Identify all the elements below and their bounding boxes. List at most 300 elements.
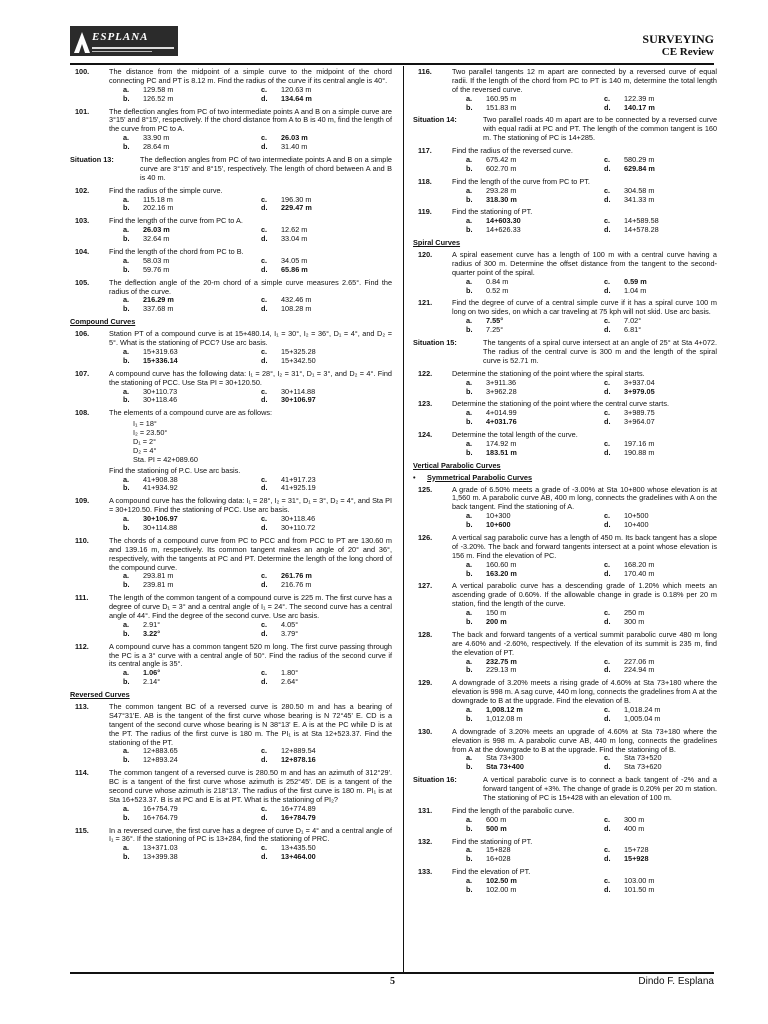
option-letter: c. [261,746,268,756]
question-number: 116. [418,67,432,76]
option-value: 4+031.76 [486,417,517,427]
option-value: 3+979.05 [624,386,655,396]
option-letter: b. [466,568,473,578]
question-text: The length of the common tangent of a compound curve is 225 m. The first curve has a degree of curve D₁ = 3° and a central angle of I₁ = 24°. The second curve has a central angle of 44°. Find the degree of the second curve. Use arc basis. [109,593,392,620]
question-text: A spiral easement curve has a length of 100 m with a central curve having a radius of 300 m. Determine the offset distance from the tangent to the second-quarter point of the spiral. [452,250,717,277]
question-body [109,769,392,822]
question-number: 119. [418,207,432,217]
question-number: 117. [418,146,432,156]
answer-options [452,409,717,427]
option-value: 41+917.23 [281,474,316,484]
question-number: 108. [75,408,90,418]
question-text: Find the radius of the simple curve. [109,185,223,195]
option-letter: c. [261,571,268,581]
question-item [70,594,392,638]
option-letter: d. [261,755,268,765]
option-letter: a. [123,133,130,143]
answer-options [452,187,717,205]
option-letter: d. [604,285,611,295]
option-value: 103.00 m [624,876,655,886]
option-letter: d. [261,234,268,244]
option-value: 108.28 m [281,304,312,314]
question-text: The tangents of a spiral curve intersect at an angle of 25° at Sta 4+072. The radius of the central curve is 300 m and the length of the spiral curve is 52.71 m. [483,338,717,365]
option-value: 3+911.36 [486,377,517,387]
option-value: 197.16 m [624,438,655,448]
option-letter: a. [123,514,130,524]
option-letter: a. [123,803,130,813]
option-letter: a. [466,276,473,286]
question-text: Determine the stationing of the point where the spiral starts. [452,368,645,378]
option-letter: c. [604,559,611,569]
option-value: 2.91° [143,619,161,629]
option-value: 1,008.12 m [486,705,523,714]
given-line: D₂ = 4° [133,445,157,455]
question-item [70,643,392,687]
question-text: Find the elevation of PT. [452,867,531,877]
option-letter: d. [604,616,611,626]
option-letter: d. [261,628,268,638]
answer-options [109,134,392,152]
question-body [452,299,717,335]
answer-options [452,877,717,895]
question-number: 131. [418,805,433,815]
option-value: 12.62 m [281,225,308,235]
question-body [483,116,717,143]
option-letter: d. [261,264,268,274]
question-item [413,486,717,530]
answer-options [452,609,717,627]
option-letter: c. [604,377,611,387]
option-letter: b. [123,580,130,590]
option-value: 170.40 m [624,568,655,578]
option-value: 3+962.28 [486,386,517,396]
option-value: 229.13 m [486,665,517,675]
option-letter: b. [123,93,130,103]
option-letter: a. [123,225,130,235]
option-letter: b. [466,665,473,675]
option-letter: a. [123,746,130,756]
option-value: 4.05° [281,619,299,629]
question-item [413,631,717,675]
option-letter: d. [604,225,611,235]
option-letter: d. [604,665,611,675]
option-value: 1.06° [143,668,161,678]
option-value: 239.81 m [143,580,174,590]
question-item [413,838,717,865]
question-text: Two parallel roads 40 m apart are to be connected by a reversed curve with equal radii at PC and PT. The length of the common tangent is 160 m. The stationing of PC is 14+285. [483,115,717,143]
question-item [413,147,717,174]
question-body [452,631,717,675]
question-body [452,178,717,205]
question-body [483,776,717,803]
question-body [109,703,392,765]
answer-options [109,196,392,214]
option-letter: d. [604,102,611,112]
option-letter: d. [604,568,611,578]
given-line: D₁ = 2° [133,436,157,446]
option-letter: d. [604,762,611,772]
option-letter: c. [604,511,611,521]
question-text: A downgrade of 3.20% meets an upgrade of 4.60% at Sta 73+180 where the elevation is 998 m. A parabolic curve AB, 440 m long, connects the gradelines from A at the downgrade to B at the upgrade. Find the stationing of B. [452,726,717,754]
option-letter: d. [261,203,268,213]
question-number: 125. [418,484,433,494]
option-letter: b. [466,713,473,723]
question-item [70,217,392,244]
option-value: 1,005.04 m [624,713,661,723]
option-value: 101.50 m [624,885,655,895]
answer-options [452,754,717,772]
answer-options [452,706,717,724]
situation [413,339,717,366]
question-body [452,68,717,112]
question-text: A vertical parabolic curve is to connect a back tangent of -2% and a forward tangent of +3%. The change of grade is 0.20% per 20 m station. The stationing of PC is 15+428 with an elevation of 100 m. [483,775,717,803]
option-letter: b. [466,885,473,895]
question-item [70,330,392,366]
option-letter: c. [261,803,268,813]
section-heading: Reversed Curves [70,690,130,700]
answer-options [109,572,392,590]
option-value: 400 m [624,823,645,833]
question-number: 102. [75,185,90,195]
subsection-heading [413,474,717,483]
option-value: 250 m [624,608,645,618]
option-letter: a. [466,814,473,824]
situation-label: Situation 16: [413,775,457,785]
option-value: Sta 73+620 [624,762,662,772]
question-body [452,868,717,895]
option-letter: d. [261,580,268,590]
question-number: 113. [75,702,89,711]
option-value: 140.17 m [624,102,655,112]
question-text: A compound curve has a common tangent 520 m long. The first curve passing through the PC is a 3° curve with a central angle of 50°. Find the radius of the second curve if its central angle is 35°. [109,641,392,669]
option-value: 500 m [486,823,507,833]
question-text: Determine the stationing of the point where the central curve starts. [452,399,669,409]
option-letter: c. [604,93,611,103]
option-value: 33.04 m [281,234,308,244]
question-body [452,251,717,295]
option-value: 160.60 m [486,559,517,569]
option-value: 16+028 [486,854,511,864]
option-value: 30+110.73 [143,386,178,396]
option-value: 26.03 m [143,225,170,235]
question-item [413,208,717,235]
question-body [452,728,717,772]
option-letter: b. [466,386,473,396]
option-value: 196.30 m [281,194,312,204]
answer-options [109,515,392,533]
question-item [413,807,717,834]
option-letter: c. [261,668,268,678]
option-letter: c. [604,705,611,714]
option-value: 0.59 m [624,276,647,286]
question-number: 104. [75,247,90,257]
question-body [452,807,717,834]
option-value: 14+578.28 [624,225,659,235]
option-value: 14+626.33 [486,225,521,235]
option-letter: c. [604,155,611,165]
question-body [109,330,392,366]
option-letter: b. [466,762,473,772]
answer-options [452,816,717,834]
answer-options [109,86,392,104]
question-body [109,594,392,638]
option-value: 16+784.79 [281,812,316,822]
option-letter: c. [261,843,268,853]
option-value: 30+114.88 [143,522,178,532]
question-text: The common tangent BC of a reversed curve is 280.50 m and has a bearing of S47°31'E. AB is the tangent of the first curve whose bearing is N 72°45' E. CD is a tangent of the second curve whose bearing is N 38°13' E. A is at the PC while D is at the PT. The radius of the first curve is 180 m. The PI₁ is at Sta 12+523.37. Find the stationing of the PT. [109,702,392,747]
option-letter: a. [123,386,130,396]
question-number: 127. [418,581,433,591]
question-number: 120. [418,250,433,260]
option-value: 261.76 m [281,571,312,581]
answer-options [452,278,717,296]
option-letter: b. [466,225,473,235]
option-value: 163.20 m [486,568,517,578]
option-value: 16+764.79 [143,812,178,822]
option-value: Sta 73+400 [486,762,524,772]
option-letter: b. [123,522,130,532]
option-letter: c. [261,346,268,356]
question-item [70,769,392,822]
option-letter: b. [123,677,130,687]
option-value: 31.40 m [281,142,308,152]
option-letter: c. [604,216,611,226]
question-number: 101. [75,106,90,116]
option-letter: d. [604,386,611,396]
section-heading: Spiral Curves [413,238,461,248]
option-value: 30+114.88 [281,386,316,396]
option-letter: b. [466,854,473,864]
option-value: 300 m [624,616,645,626]
option-value: 10+300 [486,511,511,521]
option-value: 7.25° [486,325,504,335]
question-text: The deflection angles from PC of two intermediate points A and B on a simple curve are 3°15' and 8°15', respectively. If the chord distance from A to B is 40 m, find the length of the curve from PC to A. [109,106,392,134]
question-text: A vertical sag parabolic curve has a length of 450 m. Its back tangent has a slope of -3.20%. The back and forward tangents intersect at a point whose elevation is 156 m. Find the elevation of PC. [452,532,717,560]
option-letter: c. [261,84,268,94]
option-letter: b. [466,520,473,530]
option-letter: b. [123,755,130,765]
option-value: 432.46 m [281,295,312,305]
question-text: Find the radius of the reversed curve. [452,146,573,156]
question-number: 105. [75,277,90,287]
answer-options [109,476,392,494]
author-name: Dindo F. Esplana [638,976,714,987]
option-value: 600 m [486,814,507,824]
option-value: 2.64° [281,677,299,687]
question-item [413,679,717,723]
option-value: 200 m [486,616,507,626]
question-text: The elements of a compound curve are as follows: [109,408,273,418]
option-letter: d. [604,163,611,173]
header-title: SURVEYING [642,32,714,46]
question-item [70,537,392,590]
question-item [413,868,717,895]
option-letter: b. [123,355,130,365]
option-value: 174.92 m [486,438,517,448]
given-line: Sta. PI = 42+089.60 [133,454,198,464]
question-number: 128. [418,629,433,639]
left-column [70,68,392,866]
question-body [140,156,392,183]
option-letter: b. [123,264,130,274]
option-letter: a. [466,216,473,226]
question-body [109,827,392,863]
situation-label: Situation 14: [413,115,457,125]
answer-options [452,95,717,113]
page-number: 5 [390,976,395,987]
question-item [70,187,392,214]
column-divider [403,66,404,972]
question-item [70,370,392,406]
question-text: A compound curve has the following data: I₁ = 28°, I₂ = 31°, D₁ = 3°, and D₂ = 4°. Find the stationing of PCC. Use Sta PI = 30+120.50. [109,368,392,387]
option-value: 1.80° [281,668,299,678]
option-letter: a. [466,845,473,855]
question-text: Find the length of the parabolic curve. [452,805,575,815]
option-letter: c. [604,438,611,448]
option-letter: d. [261,355,268,365]
situation [413,776,717,803]
option-value: 229.47 m [281,203,312,213]
option-value: 30+106.97 [143,514,178,524]
option-value: 41+934.92 [143,483,178,493]
question-text: Find the length of the chord from PC to B. [109,247,244,257]
option-value: 12+878.16 [281,755,316,765]
question-number: 121. [418,298,433,308]
option-letter: a. [123,843,130,853]
question-number: 100. [75,67,90,76]
answer-options [452,317,717,335]
question-body [109,108,392,152]
option-value: 4+014.99 [486,408,517,418]
option-value: 202.16 m [143,203,174,213]
question-item [413,400,717,427]
option-letter: d. [261,852,268,862]
option-value: 10+600 [486,520,511,530]
question-item [413,251,717,295]
question-text: Station PT of a compound curve is at 15+480.14, I₁ = 30°, I₂ = 36°, D₁ = 4°, and D₂ = 5°. What is the stationing of PCC? Use arc basis. [109,329,392,348]
question-text: The back and forward tangents of a vertical summit parabolic curve 480 m long are 4.60% and -2.60%, respectively. If the elevation of its summit is 235 m, find the elevation of PT. [452,629,717,657]
header-subtitle: CE Review [661,46,714,58]
option-letter: a. [466,408,473,418]
question-text: In a reversed curve, the first curve has a degree of curve D₁ = 4° and a central angle of I₁ = 36°. If the stationing of PC is 13+284, find the stationing of PRC. [109,825,392,844]
option-value: 293.81 m [143,571,174,581]
question-text: Find the length of the curve from PC to PT. [452,176,590,186]
option-value: 150 m [486,608,507,618]
option-value: 30+118.46 [281,514,316,524]
question-text: A downgrade of 3.20% meets a rising grade of 4.60% at Sta 73+180 where the elevation is 998 m. A sag curve, 440 m long, connects the gradelines from A at the downgrade to B at the upgrade. Find the elevation of B. [452,678,717,706]
option-value: 629.84 m [624,163,655,173]
question-body [483,339,717,366]
option-letter: c. [604,276,611,286]
question-number: 112. [75,641,89,651]
option-letter: d. [261,522,268,532]
question-text: Find the stationing of PT. [452,207,533,217]
question-body [452,370,717,397]
question-text: Find the length of the curve from PC to A. [109,216,243,226]
option-letter: a. [466,753,473,763]
option-value: 15+336.14 [143,355,178,365]
option-value: 14+589.58 [624,216,659,226]
option-letter: c. [261,295,268,305]
option-letter: a. [123,295,130,305]
question-text: The chords of a compound curve from PC to PCC and from PCC to PT are 130.60 m and 139.16 m, respectively. Its common tangent makes an angle of 20° and 36°, respectively, with the tangents at PC and PT. Determine the length of the long chord of the compound curve. [109,535,392,572]
option-letter: b. [466,447,473,457]
answer-options [109,621,392,639]
option-value: 32.64 m [143,234,170,244]
option-value: 15+319.63 [143,346,178,356]
option-letter: b. [123,203,130,213]
option-value: 160.95 m [486,93,517,103]
option-letter: c. [261,225,268,235]
option-letter: c. [261,386,268,396]
given-line: I₁ = 18° [133,419,157,429]
option-value: 151.83 m [486,102,517,112]
option-letter: d. [261,483,268,493]
option-value: 59.76 m [143,264,170,274]
option-letter: d. [261,677,268,687]
question-item [413,178,717,205]
question-body [452,400,717,427]
answer-options [452,658,717,676]
question-item [70,248,392,275]
option-value: 15+325.28 [281,346,316,356]
question-item [413,68,717,112]
question-text: Determine the total length of the curve. [452,430,578,440]
answer-options [452,846,717,864]
question-number: 133. [418,867,433,877]
option-letter: a. [123,194,130,204]
option-letter: a. [123,346,130,356]
question-body [109,248,392,275]
option-value: 122.39 m [624,93,655,103]
option-letter: d. [261,93,268,103]
question-item [70,279,392,315]
option-letter: b. [466,102,473,112]
option-letter: b. [123,142,130,152]
question-number: 107. [75,368,90,378]
option-letter: b. [123,628,130,638]
option-letter: d. [261,812,268,822]
question-body [109,68,392,104]
option-letter: a. [466,656,473,666]
option-value: 183.51 m [486,447,517,457]
question-item [70,68,392,104]
option-value: 30+106.97 [281,395,316,405]
option-value: Sta 73+520 [624,753,662,763]
option-value: 227.06 m [624,656,655,666]
question-body [109,279,392,315]
answer-options [452,156,717,174]
option-letter: c. [604,185,611,195]
question-body [452,147,717,174]
answer-options [109,226,392,244]
option-value: 3+964.07 [624,417,655,427]
option-letter: c. [261,255,268,265]
option-letter: b. [466,616,473,626]
option-letter: c. [604,753,611,763]
option-value: 13+435.50 [281,843,316,853]
option-value: 15+928 [624,854,649,864]
option-letter: a. [123,255,130,265]
option-letter: b. [466,194,473,204]
option-value: 7.55° [486,316,504,326]
question-item [70,409,392,493]
question-number: 111. [75,593,89,603]
option-value: 58.03 m [143,255,170,265]
esplana-logo [70,26,178,56]
bullet-icon: • [413,472,416,482]
question-item [413,370,717,397]
